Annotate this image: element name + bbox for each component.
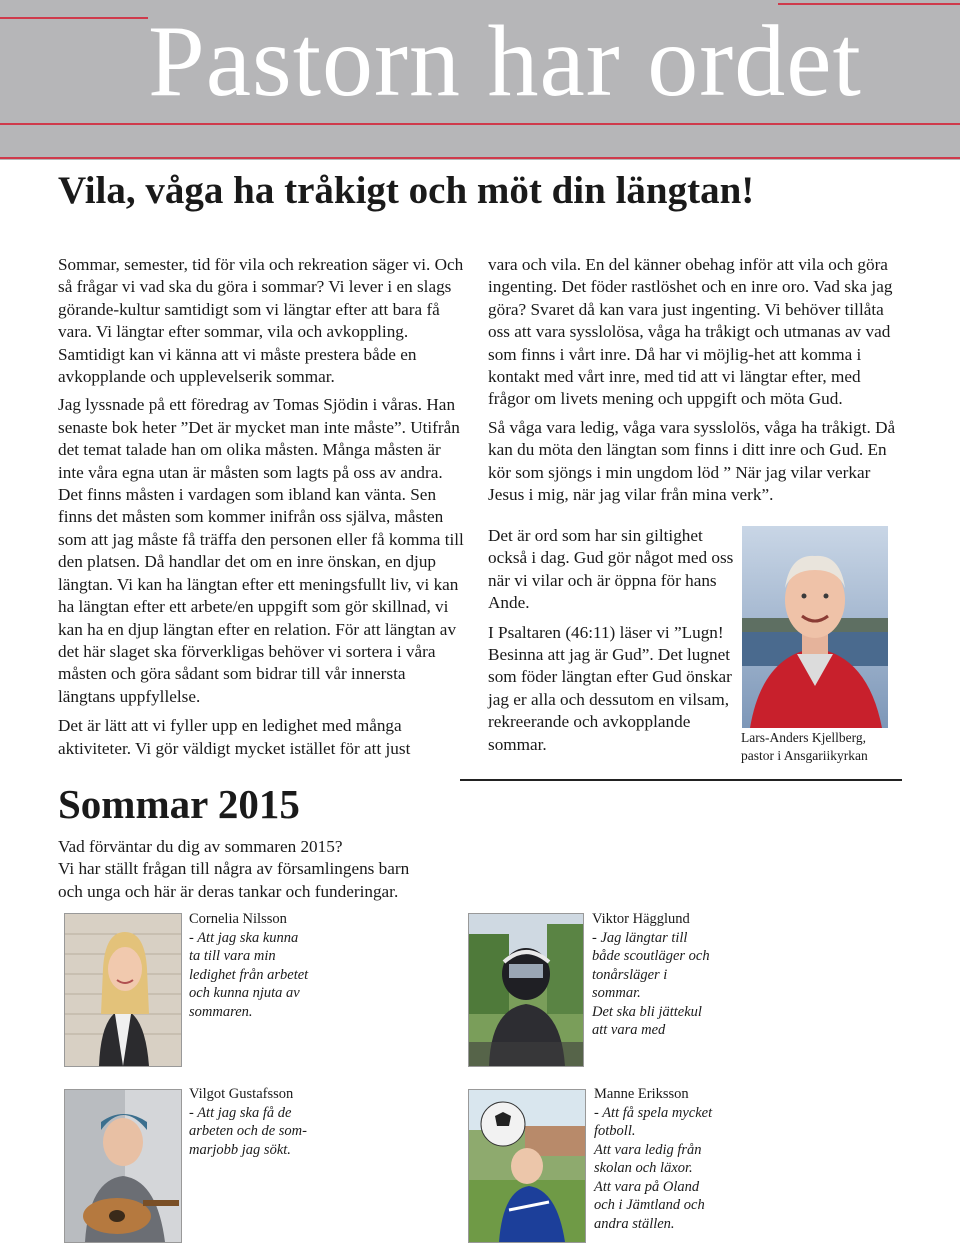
header-banner [0,0,960,160]
intro-line: Vad förväntar du dig av sommaren 2015? [58,837,343,856]
person-quote-line: andra ställen. [594,1215,675,1232]
viktor-photo [468,913,584,1067]
page-title: Pastorn har ordet [148,5,862,118]
pastor-caption-line: Lars-Anders Kjellberg, [741,730,866,745]
person-quote-line: Det ska bli jättekul [592,1003,702,1020]
person-quote-line: fotboll. [594,1123,636,1139]
banner-rule-bottom [0,157,960,159]
paragraph: Jag lyssnade på ett föredrag av Tomas Sjödin i våras. Han senaste bok heter ”Det är mycket man inte måste”. Utifrån det temat talade han om olika måsten. Många måsten är inte våra egna utan är måsten som lagts på oss av andra. Det finns måsten i vardagen som ibland kan vänta. Sen finns det måsten som kommer inifrån oss själva, måsten som att jag måste få träffa den personen eller få komma till den platsen. Då handlar det om en inre önskan, en djup längtan. Vi kan ha längtan efter ett meningsfullt liv, vi kan ha längtan efter ett arbete/en uppgift som gör skillnad, vi kan ha en djup längtan efter en relation. För att längtan av det här slaget ska förverkligas behöver vi sortera i våra måsten och göra sådant som bidrar till vår innersta längtans uppfyllelse. [58,395,464,706]
paragraph: Det är lätt att vi fyller upp en ledighet med många aktiviteter. Vi gör väldigt mycket istället för att just [58,716,411,758]
person-name: Cornelia Nilsson [189,911,287,927]
manne-photo [468,1089,586,1243]
person-viktor [592,910,752,1040]
person-quote-line: sommar. [592,985,641,1001]
banner-rule-upper [0,17,148,19]
person-quote-line: Att vara ledig från [594,1141,702,1158]
person-quote-line: - Att jag ska kunna [189,929,299,946]
paragraph: I Psaltaren (46:11) läser vi ”Lugn! Besinna att jag är Gud”. Det lugnet som föder längtan efter Gud önskar jag er alla och dessutom en vilsam, rekreerande och avkopplande sommar. [488,622,732,754]
article-right-column [488,254,902,513]
person-manne [594,1085,754,1233]
person-quote-line: - Att jag ska få de [189,1104,292,1121]
pastor-caption [741,729,901,765]
person-vilgot [189,1085,339,1159]
person-quote-line: Att vara på Oland [594,1178,700,1195]
section-intro [58,836,478,903]
person-name: Vilgot Gustafsson [189,1086,294,1102]
pastor-caption-line: pastor i Ansgariikyrkan [741,748,868,763]
person-quote-line: skolan och läxor. [594,1160,693,1176]
section-heading: Sommar 2015 [58,781,300,827]
cornelia-photo [64,913,182,1067]
person-quote-line: ledighet från arbetet [189,966,309,983]
pastor-photo [742,526,888,728]
banner-rule-lower [0,123,960,125]
person-quote-line: och i Jämtland och [594,1197,705,1213]
person-name: Viktor Hägglund [592,911,690,927]
intro-line: Vi har ställt frågan till några av församlingens barn [58,859,410,879]
person-quote-line: ta till vara min [189,948,276,964]
banner-rule-top [778,3,960,5]
person-quote-line: att vara med [592,1022,666,1038]
person-cornelia [189,910,339,1021]
person-quote-line: - Att få spela mycket [594,1104,713,1121]
paragraph: Så våga vara ledig, våga vara sysslolös, våga ha tråkigt. Då kan du möta den längtan som finns i ditt inre och Gud. En kör som sjöngs i min ungdom löd ” När jag vilar verkar Jesus i mig, när jag vilar från mina verk”. [488,417,896,505]
person-quote-line: arbeten och de som- [189,1123,307,1139]
person-quote-line: - Jag längtar till [592,929,688,946]
person-quote-line: tonårsläger i [592,966,668,983]
person-quote-line: marjobb jag sökt. [189,1141,291,1158]
person-quote-line: både scoutläger och [592,948,710,964]
article-headline: Vila, våga ha tråkigt och möt din längtan! [58,169,755,212]
paragraph: Det är ord som har sin giltighet också i dag. Gud gör något med oss när vi vilar och är öppna för hans Ande. [488,526,734,613]
intro-line: och unga och här är deras tankar och funderingar. [58,881,399,901]
article-left-column [58,254,466,767]
article-right-narrow-column [488,525,736,763]
paragraph: Sommar, semester, tid för vila och rekreation säger vi. Och så frågar vi vad ska du göra i sommar? Vi lever i en slags görande-kultur samtidigt som vi längtar efter att bara få vara. Vi längtar efter sommar, vila och avkoppling. Samtidigt kan vi känna att vi måste prestera både en avkopplande och upplevelserik sommar. [58,255,464,387]
section-divider [460,779,902,781]
paragraph: vara och vila. En del känner obehag inför att vila och göra ingenting. Det föder rastlöshet och en inre oro. Vad ska jag göra? Svaret då kan vara just ingenting. Vi behöver tillåta oss att vara sysslolösa, våga ha tråkigt och utmanas av vad som finns i vårt inre. Då har vi möjlig-het att komma i kontakt med vårt inre, med tid att vi längtar efter, med frågor om livets mening och uppgift och möta Gud. [488,255,893,409]
person-quote-line: sommaren. [189,1003,253,1020]
person-name: Manne Eriksson [594,1086,689,1102]
person-quote-line: och kunna njuta av [189,985,300,1001]
vilgot-photo [64,1089,182,1243]
